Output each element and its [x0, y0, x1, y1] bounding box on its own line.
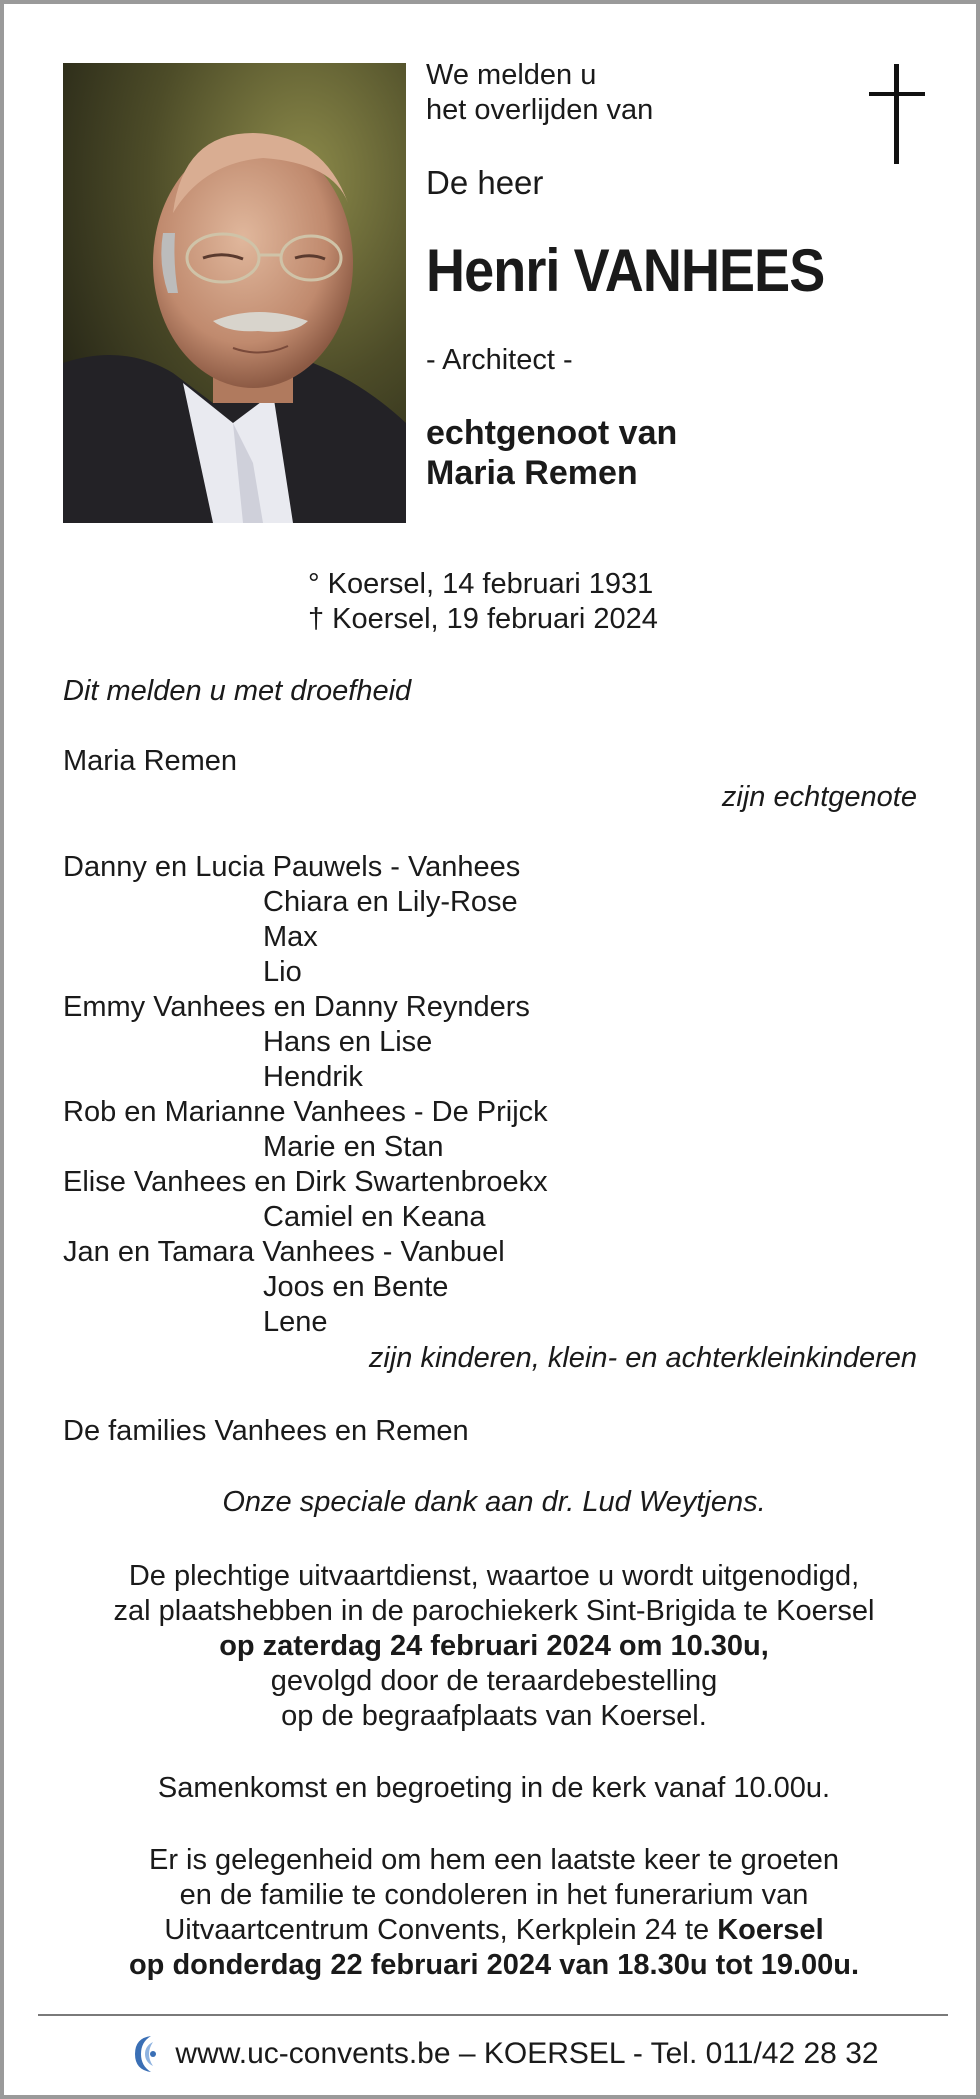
- portrait-photo: [63, 63, 406, 523]
- family-member: Jan en Tamara Vanhees - Vanbuel: [63, 1236, 505, 1268]
- service-datetime: op zaterdag 24 februari 2024 om 10.30u,: [219, 1630, 769, 1662]
- visitation-info: [34, 1843, 954, 1983]
- family-member: Rob en Marianne Vanhees - De Prijck: [63, 1096, 548, 1128]
- deceased-name: Henri VANHEES: [426, 237, 825, 304]
- families-line: De families Vanhees en Remen: [63, 1415, 469, 1447]
- visit-line-1: Er is gelegenheid om hem een laatste keer te groeten: [149, 1844, 839, 1876]
- family-member: Lene: [263, 1306, 328, 1338]
- family-member: Danny en Lucia Pauwels - Vanhees: [63, 851, 521, 883]
- family-member: Elise Vanhees en Dirk Swartenbroekx: [63, 1166, 548, 1198]
- intro-line-2: het overlijden van: [426, 94, 654, 126]
- family-member: Max: [263, 921, 318, 953]
- service-line-4: gevolgd door de teraardebestelling: [270, 1665, 718, 1697]
- visit-line-2: en de familie te condoleren in het funerarium van: [179, 1879, 809, 1911]
- family-member: Emmy Vanhees en Danny Reynders: [63, 991, 530, 1023]
- cross-icon: [869, 64, 925, 164]
- honorific: De heer: [426, 164, 544, 201]
- family-member: Hendrik: [263, 1061, 363, 1093]
- visit-town: Koersel: [717, 1914, 824, 1946]
- thanks-line: Onze speciale dank aan dr. Lud Weytjens.: [222, 1486, 766, 1518]
- footer: [104, 2029, 904, 2079]
- death-date: † Koersel, 19 februari 2024: [308, 603, 658, 635]
- visit-location: Uitvaartcentrum Convents, Kerkplein 24 te: [164, 1914, 710, 1946]
- service-line-2: zal plaatshebben in de parochiekerk Sint-Brigida te Koersel: [113, 1595, 875, 1627]
- spouse-relation: zijn echtgenote: [721, 781, 917, 813]
- children-relation: zijn kinderen, klein- en achterkleinkinderen: [368, 1342, 917, 1374]
- family-member: Marie en Stan: [263, 1131, 444, 1163]
- family-member: Hans en Lise: [263, 1026, 433, 1058]
- sorrow-line: Dit melden u met droefheid: [63, 675, 412, 707]
- service-line-1: De plechtige uitvaartdienst, waartoe u wordt uitgenodigd,: [128, 1560, 860, 1592]
- family-member: Lio: [263, 956, 302, 988]
- profession: - Architect -: [426, 344, 573, 376]
- gathering-info: Samenkomst en begroeting in de kerk vanaf 10.00u.: [157, 1772, 831, 1804]
- family-member: Chiara en Lily-Rose: [263, 886, 518, 918]
- intro-text: [426, 58, 653, 128]
- convents-logo-icon: [129, 2032, 161, 2076]
- family-member: Joos en Bente: [263, 1271, 449, 1303]
- spouse-line-1: echtgenoot van: [426, 414, 678, 452]
- life-dates: [308, 567, 658, 637]
- funeral-home-contact[interactable]: www.uc-convents.be – KOERSEL - Tel. 011/42 28 32: [175, 2037, 879, 2070]
- visit-datetime: op donderdag 22 februari 2024 van 18.30u tot 19.00u.: [128, 1949, 860, 1981]
- service-info: [34, 1559, 954, 1734]
- birth-date: ° Koersel, 14 februari 1931: [308, 568, 654, 600]
- spouse-name: Maria Remen: [63, 745, 238, 777]
- visit-line-3: [34, 1913, 954, 1948]
- spouse-line-2: Maria Remen: [426, 454, 638, 492]
- service-line-5: op de begraafplaats van Koersel.: [281, 1700, 707, 1732]
- footer-divider: [38, 2014, 948, 2016]
- intro-line-1: We melden u: [426, 59, 597, 91]
- spouse-info: [426, 413, 677, 493]
- family-member: Camiel en Keana: [263, 1201, 486, 1233]
